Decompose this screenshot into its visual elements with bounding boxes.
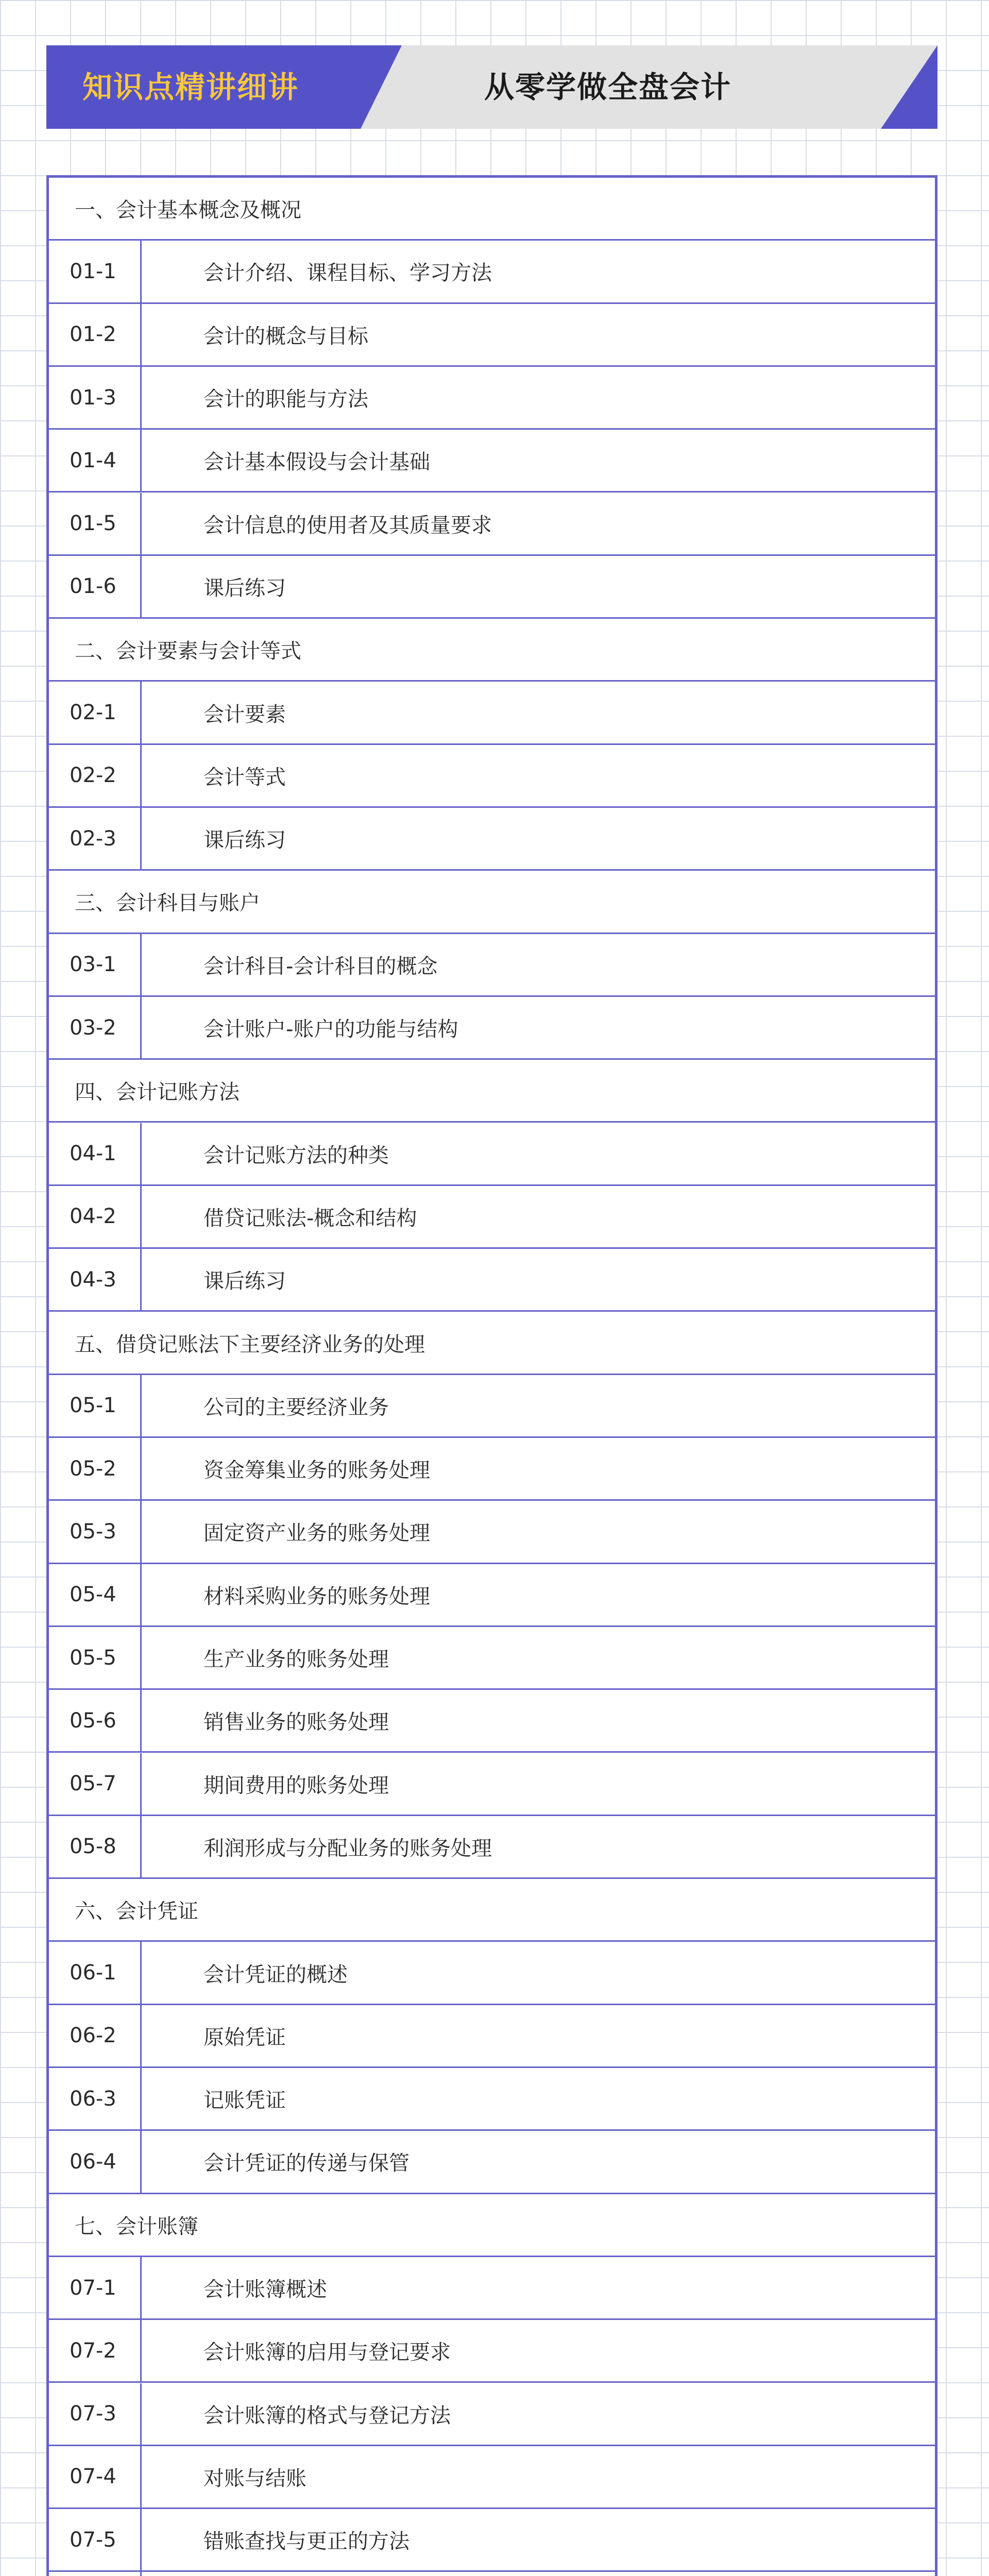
lesson-number: 02-3	[49, 808, 142, 869]
lesson-row	[49, 556, 935, 619]
lesson-number: 07-1	[49, 2257, 142, 2318]
lesson-title: 会计凭证的传递与保管	[203, 2151, 410, 2176]
lesson-row	[49, 2005, 935, 2068]
lesson-row	[49, 1123, 935, 1186]
lesson-number: 06-2	[49, 2005, 142, 2066]
lesson-title: 会计等式	[203, 765, 286, 789]
lesson-title: 销售业务的账务处理	[203, 1710, 389, 1735]
lesson-number: 02-1	[49, 682, 142, 743]
lesson-title: 对账与结账	[203, 2466, 306, 2490]
lesson-number: 07-5	[49, 2509, 142, 2570]
lesson-row	[49, 808, 935, 871]
section-title: 四、会计记账方法	[75, 1080, 240, 1105]
lesson-row	[49, 241, 935, 303]
lesson-title: 借贷记账法-概念和结构	[203, 1206, 417, 1230]
lesson-row	[49, 745, 935, 808]
lesson-row	[49, 2572, 935, 2576]
lesson-row	[49, 2383, 935, 2446]
section-header-row	[49, 871, 935, 934]
lesson-row	[49, 1438, 935, 1501]
lesson-title: 期间费用的账务处理	[203, 1773, 389, 1798]
header-left-label: 知识点精讲细讲	[82, 70, 299, 105]
lesson-row	[49, 1249, 935, 1312]
lesson-number	[49, 2572, 142, 2576]
lesson-row	[49, 2446, 935, 2509]
lesson-title: 会计账簿的启用与登记要求	[203, 2341, 451, 2365]
lesson-number: 05-8	[49, 1816, 142, 1877]
lesson-title: 课后练习	[203, 576, 286, 600]
lesson-title: 会计凭证的概述	[203, 1962, 348, 1987]
section-header-row	[49, 178, 935, 241]
lesson-title: 课后练习	[203, 828, 286, 853]
lesson-row	[49, 2068, 935, 2131]
lesson-row	[49, 493, 935, 556]
lesson-title: 生产业务的账务处理	[203, 1648, 389, 1672]
lesson-title: 会计记账方法的种类	[203, 1143, 389, 1167]
lesson-row	[49, 2131, 935, 2194]
section-title: 五、借贷记账法下主要经济业务的处理	[75, 1332, 425, 1357]
lesson-row	[49, 997, 935, 1060]
lesson-number: 04-1	[49, 1123, 142, 1184]
lesson-row	[49, 1753, 935, 1816]
lesson-title: 课后练习	[203, 1269, 286, 1294]
lesson-row	[49, 2509, 935, 2572]
lesson-title: 会计账簿概述	[203, 2278, 327, 2302]
lesson-title: 原始凭证	[203, 2025, 286, 2049]
lesson-number: 01-3	[49, 367, 142, 428]
lesson-number: 01-2	[49, 304, 142, 365]
section-header-row	[49, 1060, 935, 1123]
lesson-number: 07-2	[49, 2320, 142, 2381]
lesson-number: 01-4	[49, 430, 142, 491]
lesson-number: 05-7	[49, 1753, 142, 1815]
lesson-title: 利润形成与分配业务的账务处理	[203, 1836, 492, 1860]
lesson-row	[49, 2320, 935, 2383]
lesson-number: 07-4	[49, 2446, 142, 2507]
section-title: 二、会计要素与会计等式	[75, 639, 301, 664]
lesson-title: 会计要素	[203, 702, 286, 726]
lesson-number: 03-2	[49, 997, 142, 1058]
section-header-row	[49, 1312, 935, 1375]
lesson-row	[49, 934, 935, 997]
section-title: 七、会计账簿	[75, 2214, 198, 2239]
lesson-number: 04-3	[49, 1249, 142, 1310]
lesson-row	[49, 1690, 935, 1753]
lesson-number: 05-5	[49, 1627, 142, 1688]
section-header-row	[49, 1879, 935, 1942]
lesson-number: 04-2	[49, 1186, 142, 1247]
section-title: 六、会计凭证	[75, 1900, 198, 1924]
lesson-row	[49, 2257, 935, 2320]
lesson-title: 会计信息的使用者及其质量要求	[203, 513, 492, 537]
lesson-number: 06-1	[49, 1942, 142, 2003]
lesson-title: 会计账户-账户的功能与结构	[203, 1018, 458, 1042]
lesson-row	[49, 1564, 935, 1627]
lesson-row	[49, 1501, 935, 1564]
header-banner	[46, 45, 937, 129]
lesson-title: 会计账簿的格式与登记方法	[203, 2403, 451, 2428]
lesson-number: 01-1	[49, 241, 142, 302]
lesson-row	[49, 1816, 935, 1879]
lesson-row	[49, 682, 935, 744]
lesson-number: 01-6	[49, 556, 142, 617]
lesson-row	[49, 367, 935, 430]
lesson-number: 05-6	[49, 1690, 142, 1751]
lesson-title: 会计的概念与目标	[203, 324, 368, 348]
lesson-row	[49, 430, 935, 493]
lesson-row	[49, 1942, 935, 2005]
lesson-number: 06-3	[49, 2068, 142, 2129]
lesson-title: 公司的主要经济业务	[203, 1395, 389, 1419]
lesson-row	[49, 1186, 935, 1249]
lesson-number: 06-4	[49, 2131, 142, 2192]
lesson-number: 02-2	[49, 745, 142, 806]
lesson-title: 会计基本假设与会计基础	[203, 450, 430, 474]
lesson-number: 03-1	[49, 934, 142, 995]
course-table	[46, 175, 937, 2576]
lesson-number: 07-3	[49, 2383, 142, 2445]
lesson-title: 会计介绍、课程目标、学习方法	[203, 261, 492, 285]
lesson-title: 会计的职能与方法	[203, 387, 368, 412]
lesson-title: 会计科目-会计科目的概念	[203, 954, 438, 978]
header-right-label: 从零学做全盘会计	[484, 70, 732, 105]
lesson-row	[49, 304, 935, 367]
section-title: 三、会计科目与账户	[75, 891, 260, 916]
lesson-number: 05-2	[49, 1438, 142, 1499]
lesson-title: 材料采购业务的账务处理	[203, 1584, 430, 1608]
lesson-title: 记账凭证	[203, 2089, 286, 2113]
lesson-number: 01-5	[49, 493, 142, 554]
lesson-number: 05-4	[49, 1564, 142, 1625]
lesson-title: 固定资产业务的账务处理	[203, 1521, 430, 1546]
section-header-row	[49, 2194, 935, 2257]
lesson-row	[49, 1375, 935, 1438]
section-title: 一、会计基本概念及概况	[75, 198, 301, 223]
section-header-row	[49, 619, 935, 682]
lesson-row	[49, 1627, 935, 1690]
lesson-title: 错账查找与更正的方法	[203, 2530, 410, 2554]
lesson-number: 05-1	[49, 1375, 142, 1436]
lesson-number: 05-3	[49, 1501, 142, 1562]
lesson-title: 资金筹集业务的账务处理	[203, 1459, 430, 1483]
